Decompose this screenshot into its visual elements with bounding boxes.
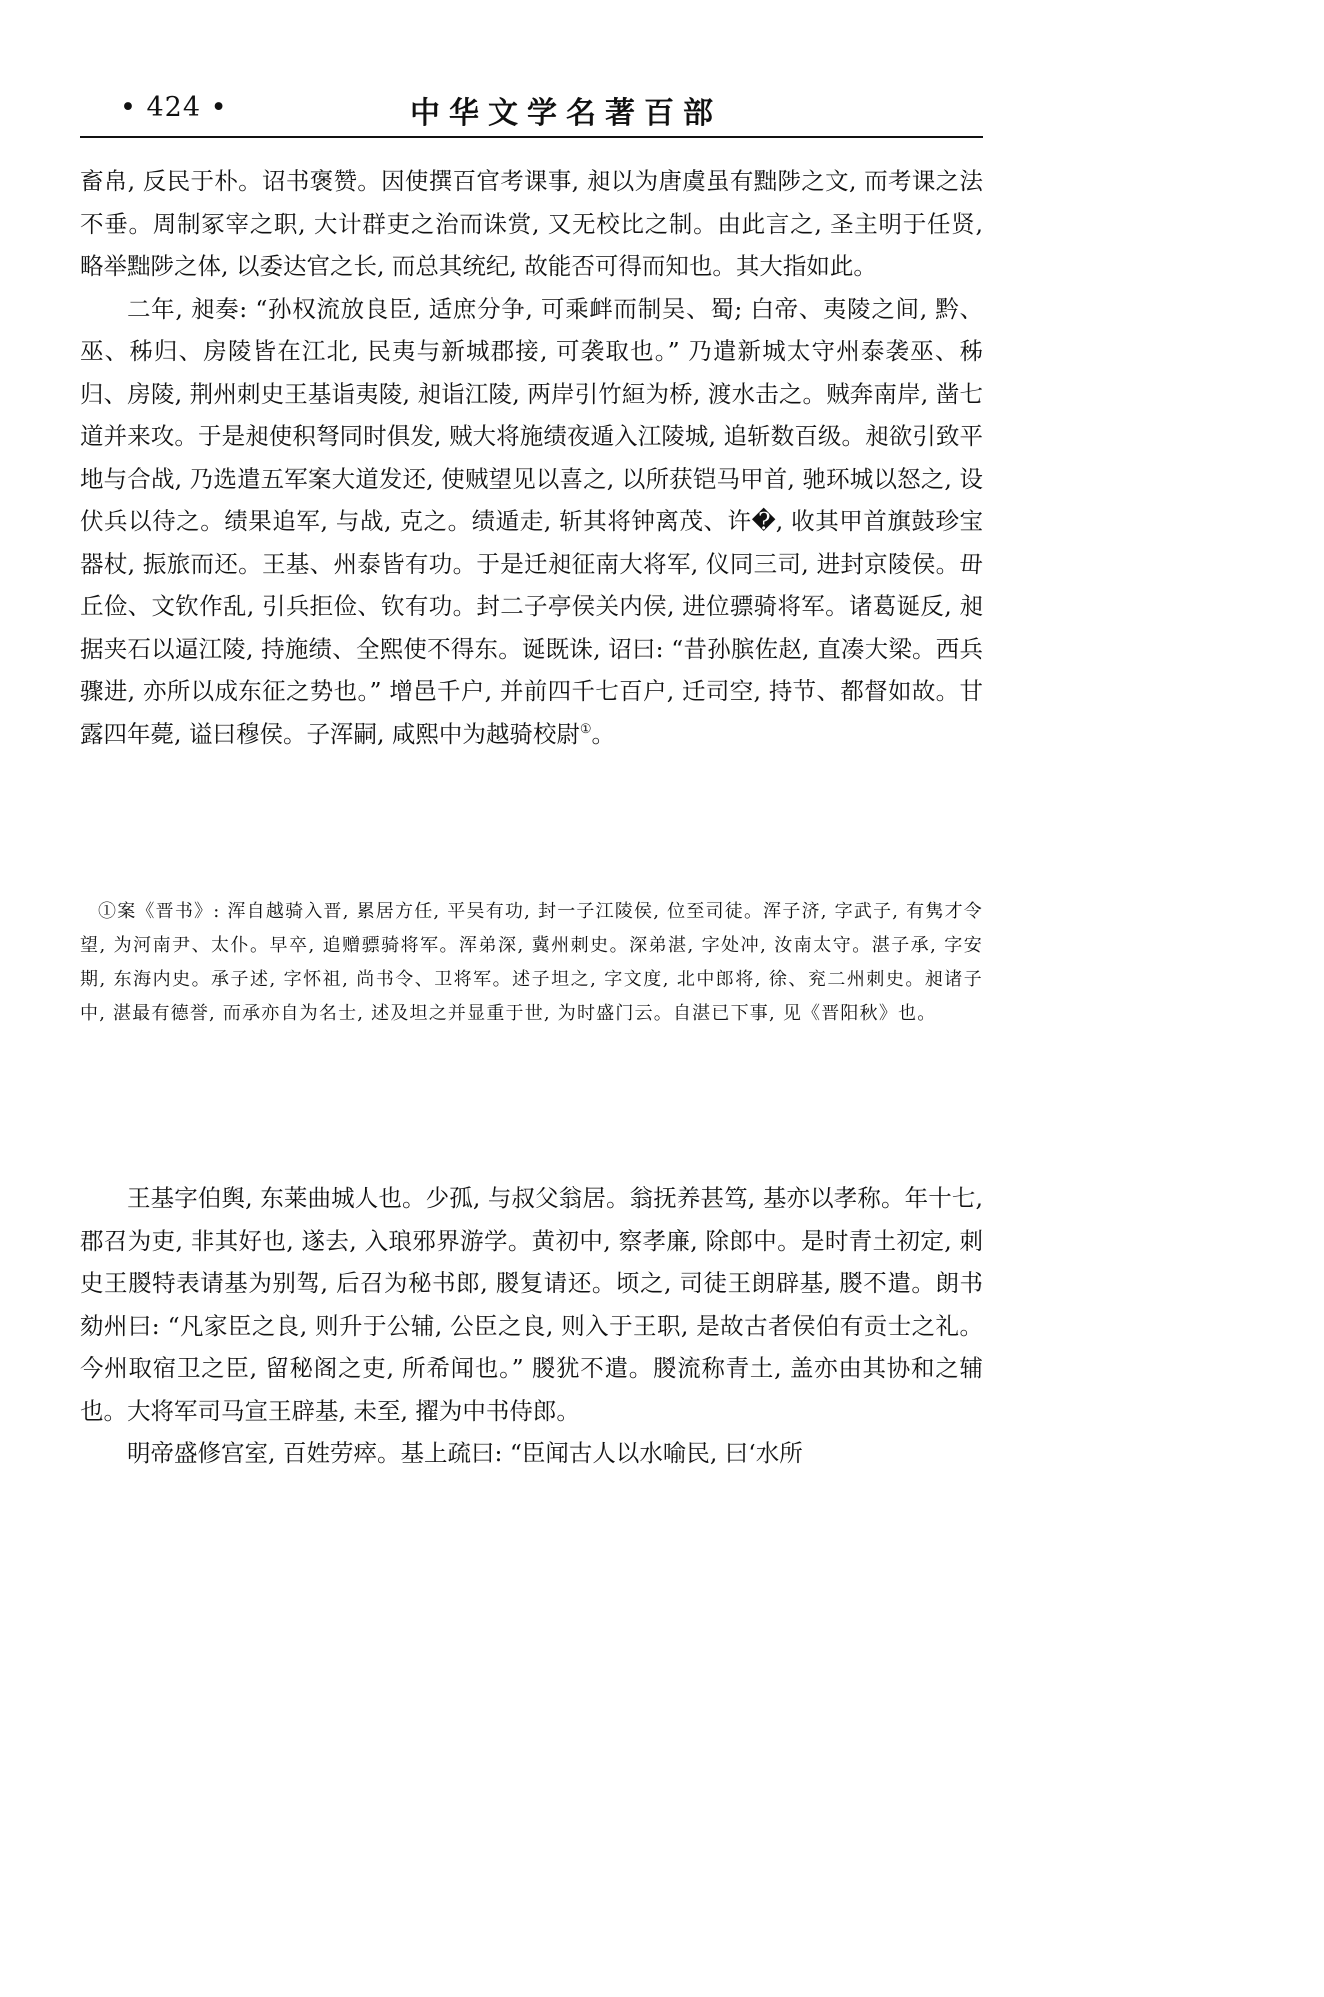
page-number: • 424 • xyxy=(120,92,228,123)
footnote-text: ①案《晋书》: 浑自越骑入晋, 累居方任, 平吴有功, 封一子江陵侯, 位至司徒。浑子济, 字武子, 有隽才令望, 为河南尹、太仆。早卒, 追赠骠骑将军。浑弟深, 冀州刺史。深弟湛, 字处冲, 汝南太守。湛子承, 字安期, 东海内史。承子述, 字怀祖, 尚书令、卫将军。述子坦之, 字文度, 北中郎将, 徐、兖二州刺史。昶诸子中, 湛最有德誉, 而承亦自为名士, 述及坦之并显重于世, 为时盛门云。自湛已下事, 见《晋阳秋》也。 xyxy=(80,901,983,1024)
book-title: 中华文学名著百部 xyxy=(410,96,722,131)
paragraph-mingdi: 明帝盛修宫室, 百姓劳瘁。基上疏曰: “臣闻古人以水喻民, 曰‘水所 xyxy=(127,1439,803,1467)
footnote xyxy=(80,895,983,1031)
paragraph-end-punct: 。 xyxy=(591,719,616,748)
header-rule xyxy=(80,136,983,138)
footnote-marker: ① xyxy=(579,721,592,737)
main-text-block-2 xyxy=(80,1177,983,1475)
paragraph-continued: 畜帛, 反民于朴。诏书褒赞。因使撰百官考课事, 昶以为唐虞虽有黜陟之文, 而考课之法不垂。周制冢宰之职, 大计群吏之治而诛赏, 又无校比之制。由此言之, 圣主明于任贤, 略举黜陟之体, 以委达官之长, 而总其统纪, 故能否可得而知也。其大指如此。 xyxy=(80,167,983,280)
main-text-block xyxy=(80,160,983,755)
paragraph-text: 二年, 昶奏: “孙权流放良臣, 适庶分争, 可乘衅而制吴、蜀; 白帝、夷陵之间, 黔、巫、秭归、房陵皆在江北, 民夷与新城郡接, 可袭取也。” 乃遣新城太守州泰袭巫、秭归、房陵, 荆州刺史王基诣夷陵, 昶诣江陵, 两岸引竹絙为桥, 渡水击之。贼奔南岸, 凿七道并来攻。于是昶使积弩同时俱发, 贼大将施绩夜遁入江陵城, 追斩数百级。昶欲引致平地与合战, 乃选遣五军案大道发还, 使贼望见以喜之, 以所获铠马甲首, 驰环城以怒之, 设伏兵以待之。绩果追军, 与战, 克之。绩遁走, 斩其将钟离茂、许�, 收其甲首旗鼓珍宝器杖, 振旅而还。王基、州泰皆有功。于是迁昶征南大将军, 仪同三司, 进封京陵侯。毌丘俭、文钦作乱, 引兵拒俭、钦有功。封二子亭侯关内侯, 进位骠骑将军。诸葛诞反, 昶据夹石以逼江陵, 持施绩、全熙使不得东。诞既诛, 诏曰: “昔孙膑佐赵, 直凑大梁。西兵骤进, 亦所以成东征之势也。” 增邑千户, 并前四千七百户, 迁司空, 持节、都督如故。甘露四年薨, 谥曰穆侯。子浑嗣, 咸熙中为越骑校尉 xyxy=(80,294,983,748)
paragraph-ernian xyxy=(80,288,983,756)
paragraph-wangji: 王基字伯舆, 东莱曲城人也。少孤, 与叔父翁居。翁抚养甚笃, 基亦以孝称。年十七, 郡召为吏, 非其好也, 遂去, 入琅邪界游学。黄初中, 察孝廉, 除郎中。是时青土初定, 刺史王朡特表请基为别驾, 后召为秘书郎, 朡复请还。顷之, 司徒王朗辟基, 朡不遣。朗书劾州曰: “凡家臣之良, 则升于公辅, 公臣之良, 则入于王职, 是故古者侯伯有贡士之礼。今州取宿卫之臣, 留秘阁之吏, 所希闻也。” 朡犹不遣。朡流称青土, 盖亦由其协和之辅也。大将军司马宣王辟基, 未至, 擢为中书侍郎。 xyxy=(80,1184,983,1425)
running-header xyxy=(80,88,983,134)
